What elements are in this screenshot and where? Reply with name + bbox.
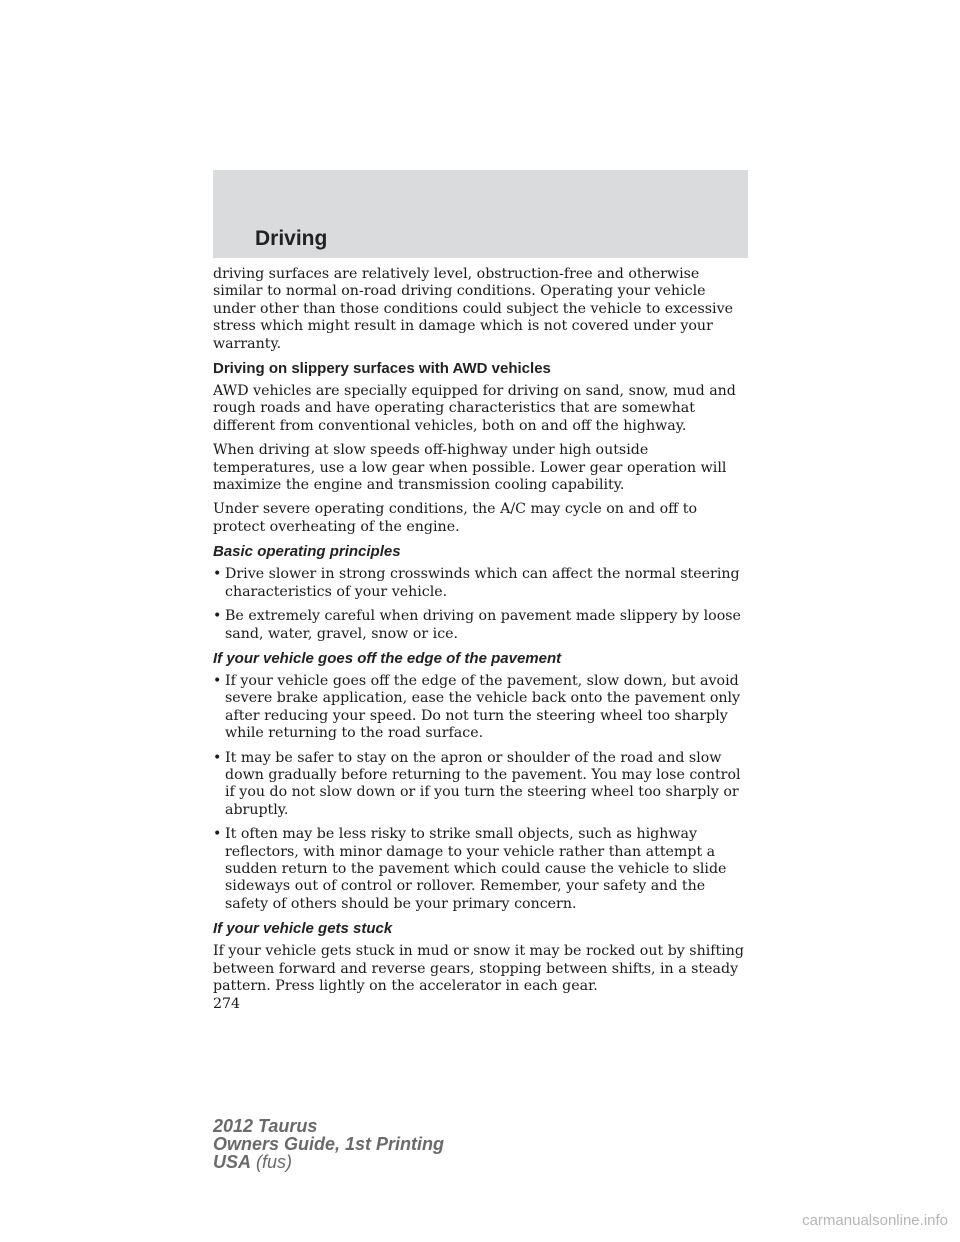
stuck-heading: If your vehicle gets stuck (213, 920, 393, 938)
bullet-glyph: • (213, 672, 222, 689)
section-title: Driving (255, 227, 328, 250)
list-item-text: If your vehicle goes off the edge of the pavement, slow down, but avoid severe brake application, ease the vehicle back onto the pavement only after reducing your speed. Do not turn the steering wheel too sharply while returning to the road surface. (225, 672, 741, 742)
footer-region-line (213, 1153, 444, 1171)
document-footer (213, 1117, 444, 1171)
footer-guide-line: Owners Guide, 1st Printing (213, 1134, 445, 1154)
awd-paragraph: AWD vehicles are specially equipped for driving on sand, snow, mud and rough roads and have operating characteristics that are somewhat different from conventional vehicles, both on and off the highway. (213, 383, 736, 434)
list-item (213, 750, 751, 820)
list-item (213, 566, 751, 601)
list-item (213, 608, 751, 643)
list-item (213, 826, 751, 913)
bullet-glyph: • (213, 826, 222, 843)
bullet-glyph: • (213, 749, 222, 766)
bullet-glyph: • (213, 608, 222, 625)
watermark-link[interactable]: carmanualsonline.info (802, 1212, 948, 1229)
list-item-text: Be extremely careful when driving on pavement made slippery by loose sand, water, gravel, snow or ice. (225, 608, 741, 642)
awd-heading: Driving on slippery surfaces with AWD vehicles (213, 360, 551, 378)
footer-model-line: 2012 Taurus (213, 1116, 318, 1136)
stuck-paragraph: If your vehicle gets stuck in mud or snow it may be rocked out by shifting between forward and reverse gears, stopping between shifts, in a steady pattern. Press lightly on the accelerator in each gear. (213, 943, 744, 994)
basic-principles-heading: Basic operating principles (213, 543, 401, 561)
off-edge-heading: If your vehicle goes off the edge of the pavement (213, 649, 562, 667)
intro-paragraph: driving surfaces are relatively level, obstruction-free and otherwise similar to normal on-road driving conditions. Operating your vehicle under other than those conditions could subject the vehicle to excessive stress which might result in damage which is not covered under your warranty. (213, 266, 734, 352)
footer-region-code: (fus) (251, 1152, 293, 1172)
page-number: 274 (213, 996, 241, 1013)
bullet-glyph: • (213, 566, 222, 583)
footer-region: USA (213, 1152, 252, 1172)
list-item-text: Drive slower in strong crosswinds which can affect the normal steering characteristics of your vehicle. (225, 566, 740, 600)
list-item-text: It may be safer to stay on the apron or shoulder of the road and slow down gradually before returning to the pavement. You may lose control if you do not slow down or if you turn the steering wheel too sharply or abruptly. (225, 749, 741, 818)
page-content (213, 266, 751, 1014)
list-item-text: It often may be less risky to strike small objects, such as highway reflectors, with minor damage to your vehicle rather than attempt a sudden return to the pavement which could cause the vehicle to slide sideways out of control or rollover. Remember, your safety and the safety of others should be your primary concern. (225, 826, 727, 912)
list-item (213, 673, 751, 743)
awd-paragraph: Under severe operating conditions, the A/C may cycle on and off to protect overheating of the engine. (213, 501, 698, 535)
section-header-band (213, 170, 748, 258)
awd-paragraph: When driving at slow speeds off-highway under high outside temperatures, use a low gear when possible. Lower gear operation will maximize the engine and transmission cooling capability. (213, 442, 727, 494)
